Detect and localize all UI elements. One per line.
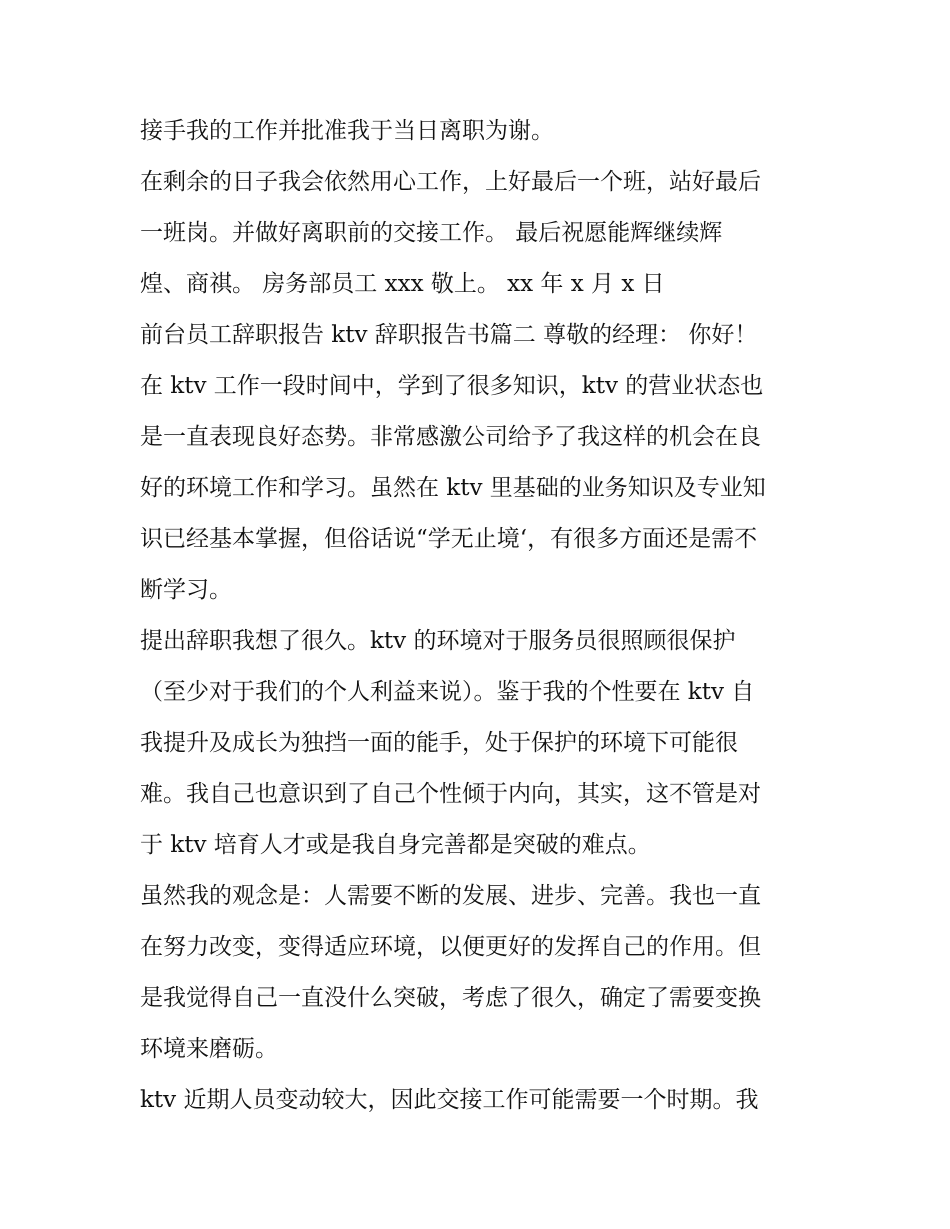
text-line: 前台员工辞职报告 ktv 辞职报告书篇二 尊敬的经理： 你好！	[140, 322, 758, 348]
text-line: ktv 近期人员变动较大，因此交接工作可能需要一个时期。我	[140, 1087, 759, 1113]
text-line: 好的环境工作和学习。虽然在 ktv 里基础的业务知识及专业知	[140, 475, 766, 501]
document-body	[140, 106, 820, 1126]
text-line: 于 ktv 培育人才或是我自身完善都是突破的难点。	[140, 832, 651, 858]
text-line: 虽然我的观念是：人需要不断的发展、进步、完善。我也一直	[140, 883, 761, 909]
text-line: 是我觉得自己一直没什么突破，考虑了很久，确定了需要变换	[140, 985, 761, 1011]
text-line: 我提升及成长为独挡一面的能手，处于保护的环境下可能很	[140, 730, 738, 756]
text-line: 提出辞职我想了很久。ktv 的环境对于服务员很照顾很保护	[140, 628, 736, 654]
text-line: 识已经基本掌握，但俗话说“学无止境‘，有很多方面还是需不	[140, 526, 758, 552]
text-line: 在努力改变，变得适应环境，以便更好的发挥自己的作用。但	[140, 934, 761, 960]
text-line: （至少对于我们的个人利益来说）。鉴于我的个性要在 ktv 自	[140, 679, 755, 705]
text-line: 煌、商祺。 房务部员工 xxx 敬上。 xx 年 x 月 x 日	[140, 271, 665, 297]
text-line: 是一直表现良好态势。非常感激公司给予了我这样的机会在良	[140, 424, 761, 450]
text-line: 难。我自己也意识到了自己个性倾于内向，其实，这不管是对	[140, 781, 761, 807]
text-line: 一班岗。并做好离职前的交接工作。 最后祝愿能辉继续辉	[140, 220, 723, 246]
text-line: 在剩余的日子我会依然用心工作，上好最后一个班，站好最后	[140, 169, 761, 195]
text-line: 环境来磨砺。	[140, 1036, 278, 1062]
text-line: 在 ktv 工作一段时间中，学到了很多知识，ktv 的营业状态也	[140, 373, 764, 399]
text-line: 断学习。	[140, 577, 232, 603]
text-line: 接手我的工作并批准我于当日离职为谢。	[140, 118, 554, 144]
